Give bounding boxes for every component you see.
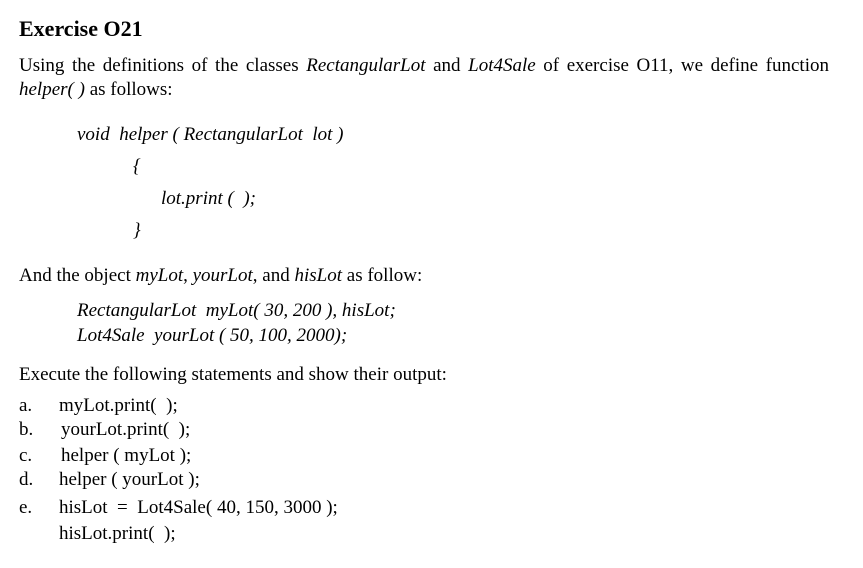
statement-label: c. — [19, 445, 33, 466]
execute-instructions: Execute the following statements and show their output: — [19, 364, 447, 385]
intro-text-4: as follows: — [84, 79, 173, 100]
intro-line-2 — [19, 79, 173, 101]
objects-intro — [19, 265, 422, 287]
object-hislot: hisLot — [294, 265, 343, 286]
declaration-line: Lot4Sale yourLot ( 50, 100, 2000); — [77, 325, 348, 346]
class-name-rectangularlot: RectangularLot — [306, 55, 426, 76]
intro-text-2: and — [425, 55, 469, 76]
exercise-title: Exercise O21 — [19, 16, 143, 41]
objects-text-1: And the object — [19, 265, 136, 286]
code-body: lot.print ( ); — [161, 188, 256, 209]
statement-label: b. — [19, 419, 34, 440]
code-close-brace: } — [133, 220, 141, 241]
objects-sep-1: , — [183, 265, 193, 286]
declaration-line: RectangularLot myLot( 30, 200 ), hisLot; — [77, 300, 396, 321]
statement-text: hisLot.print( ); — [59, 523, 176, 544]
object-mylot: myLot — [135, 265, 184, 286]
intro-text-3: of exercise O11, we define function — [535, 55, 829, 76]
statement-label: a. — [19, 395, 33, 416]
class-name-lot4sale: Lot4Sale — [468, 55, 536, 76]
statement-text: helper ( myLot ); — [61, 445, 192, 466]
intro-line-1 — [19, 53, 829, 79]
statement-text: yourLot.print( ); — [61, 419, 191, 440]
statement-label: e. — [19, 497, 33, 518]
intro-text-1: Using the definitions of the classes — [19, 55, 307, 76]
objects-sep-2: , and — [252, 265, 295, 286]
statement-text: hisLot = Lot4Sale( 40, 150, 3000 ); — [59, 497, 338, 518]
statement-text: myLot.print( ); — [59, 395, 178, 416]
statement-text: helper ( yourLot ); — [59, 469, 200, 490]
code-open-brace: { — [133, 156, 141, 177]
objects-text-2: as follow: — [342, 265, 423, 286]
object-yourlot: yourLot — [192, 265, 253, 286]
statement-label: d. — [19, 469, 34, 490]
code-signature: void helper ( RectangularLot lot ) — [77, 124, 344, 145]
function-name-helper: helper( ) — [19, 79, 85, 100]
